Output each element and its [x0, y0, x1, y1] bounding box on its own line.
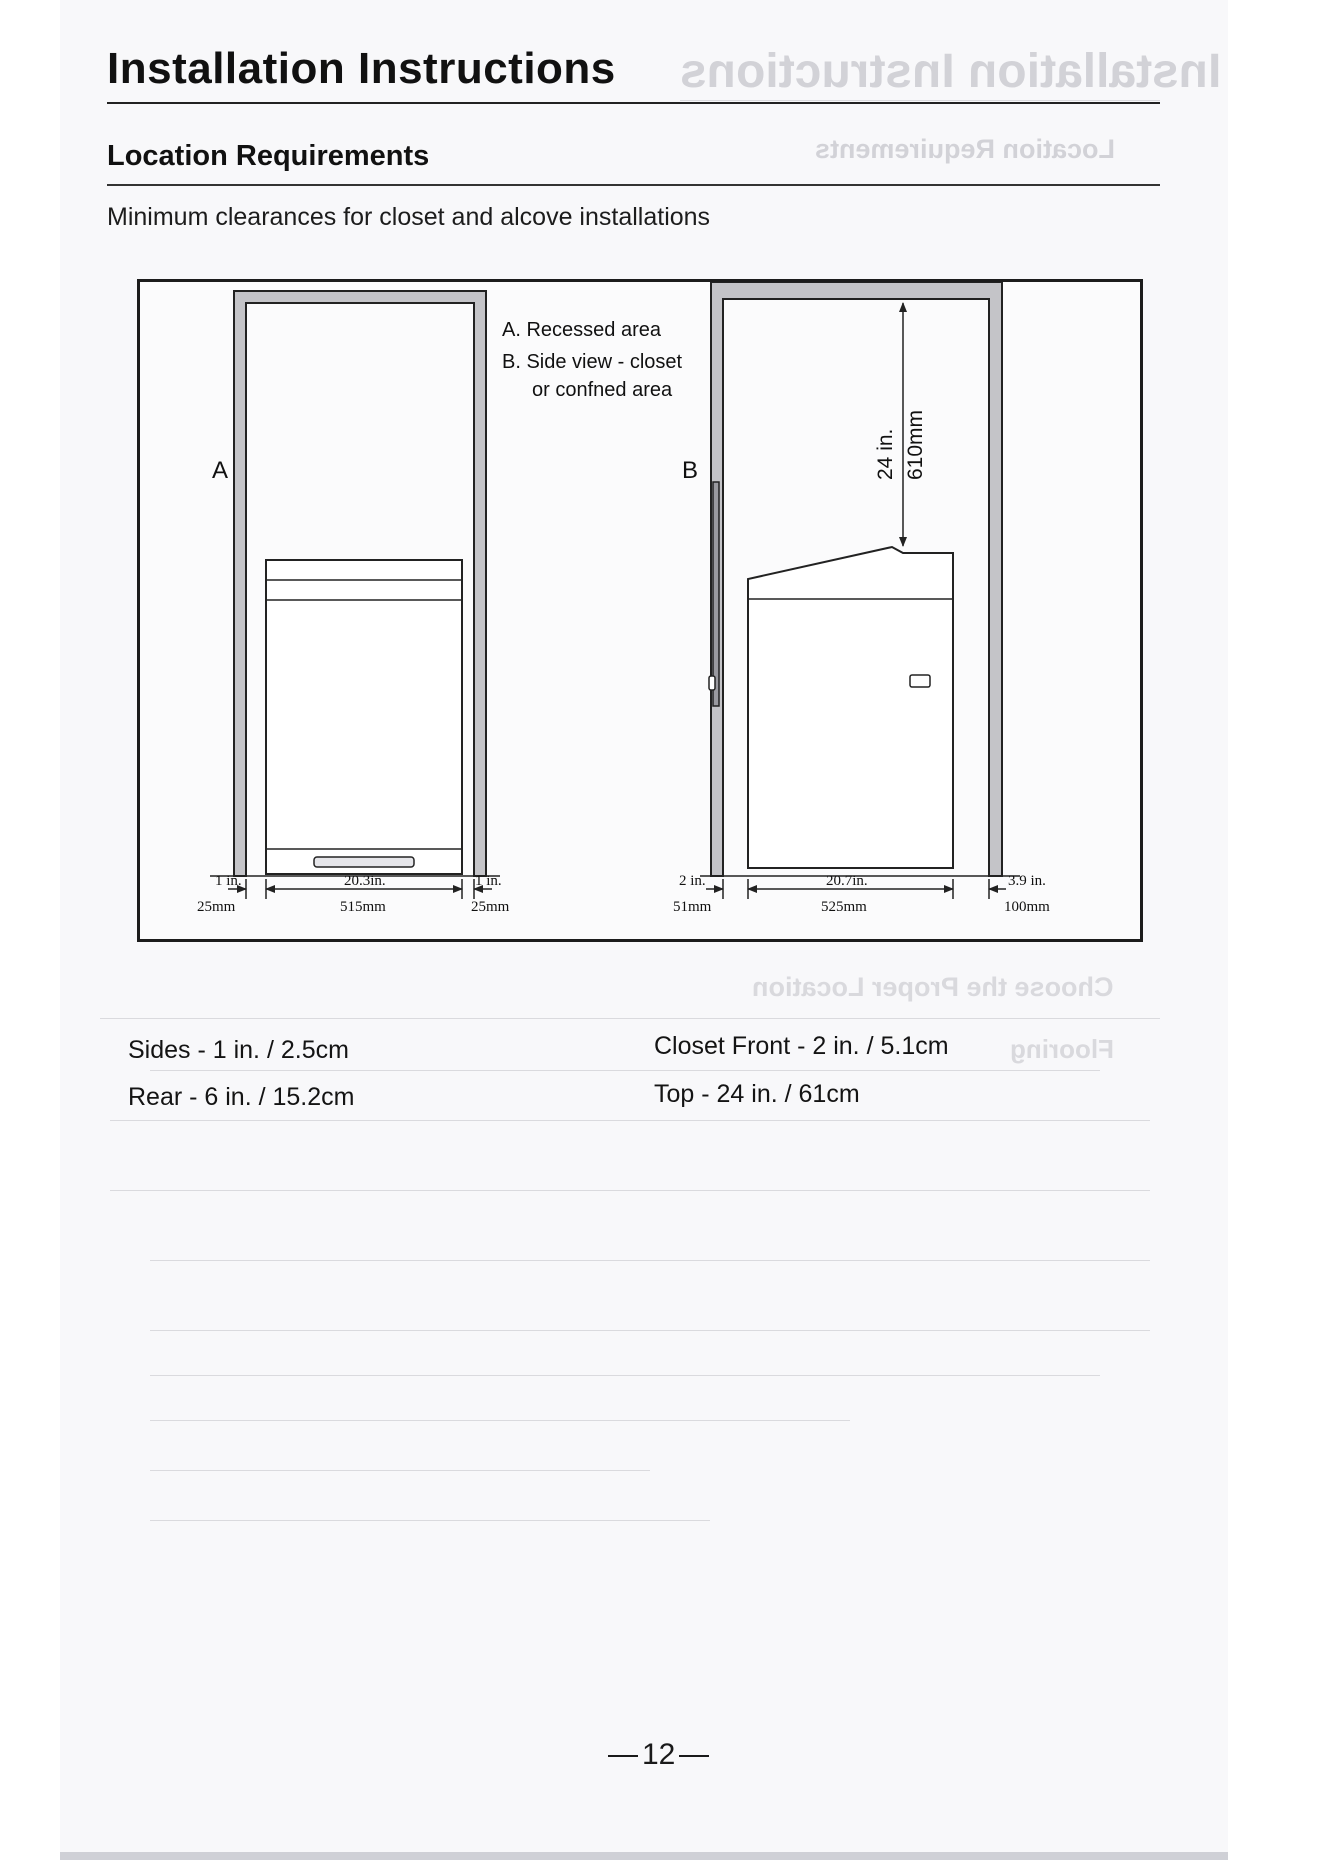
bleed-through-rule: [150, 1375, 1100, 1376]
dim-a-right-in: 1 in.: [475, 873, 502, 889]
legend-b-line-1: B. Side view - closet: [502, 351, 683, 373]
bleed-through-rule: [150, 1260, 1150, 1261]
dim-a-left-mm: 25mm: [197, 899, 236, 915]
clearance-diagram-svg: [140, 282, 1140, 939]
bleed-through-rule: [150, 1470, 650, 1471]
bleed-through-rule: [110, 1190, 1150, 1191]
bleed-through-rule: [150, 1520, 710, 1521]
dim-b-top-mm: 610mm: [904, 409, 927, 480]
bleed-through-rule: [150, 1420, 850, 1421]
legend-b-line-2: or confned area: [532, 379, 673, 401]
dim-b-front-in: 2 in.: [679, 873, 706, 889]
bleed-through-section: Location Requirements: [815, 134, 1116, 164]
dim-a-width-in: 20.3in.: [344, 873, 386, 889]
bleed-through-rule: [110, 1120, 1150, 1121]
bleed-through-rule: [150, 1330, 1150, 1331]
section-heading: Location Requirements: [107, 140, 430, 172]
title-rule: [107, 102, 1160, 104]
dim-a-right-mm: 25mm: [471, 899, 510, 915]
clearance-diagram: [137, 279, 1143, 942]
bleed-through-rule: [100, 1018, 1160, 1019]
dim-a-width-mm: 515mm: [340, 899, 386, 915]
page-number-dash-right: [679, 1755, 709, 1757]
bleed-through-subheading: Flooring: [1010, 1034, 1114, 1064]
dim-b-top-in: 24 in.: [874, 428, 897, 480]
dim-b-rear-in: 3.9 in.: [1008, 873, 1046, 889]
page-title: Installation Instructions: [107, 44, 616, 93]
page-number-dash-left: [608, 1755, 638, 1757]
bleed-through-rule: [150, 1070, 1100, 1071]
dim-b-depth-in: 20.7in.: [826, 873, 868, 889]
clearance-sides: Sides - 1 in. / 2.5cm: [128, 1036, 349, 1064]
intro-text: Minimum clearances for closet and alcove installations: [107, 203, 711, 231]
clearance-top: Top - 24 in. / 61cm: [654, 1080, 860, 1108]
dim-b-front-mm: 51mm: [673, 899, 712, 915]
page-number: [604, 1738, 713, 1772]
washer-side-view: [748, 547, 953, 868]
label-b: B: [682, 457, 699, 484]
bleed-through-title: Installation Instructions: [680, 45, 1222, 98]
page-bottom-edge: [60, 1852, 1228, 1860]
bleed-through-heading: Choose the Proper Location: [752, 972, 1114, 1002]
clearance-rear: Rear - 6 in. / 15.2cm: [128, 1083, 355, 1111]
bleed-through-rule: [680, 100, 1160, 101]
section-rule: [107, 184, 1160, 186]
washer-front-view: [266, 560, 462, 874]
dim-a-left-in: 1 in.: [215, 873, 242, 889]
label-a: A: [212, 457, 229, 484]
legend-a: A. Recessed area: [502, 319, 661, 341]
dim-b-rear-mm: 100mm: [1004, 899, 1050, 915]
clearance-front: Closet Front - 2 in. / 5.1cm: [654, 1032, 949, 1060]
page-number-value: 12: [642, 1738, 676, 1771]
dim-b-depth-mm: 525mm: [821, 899, 867, 915]
